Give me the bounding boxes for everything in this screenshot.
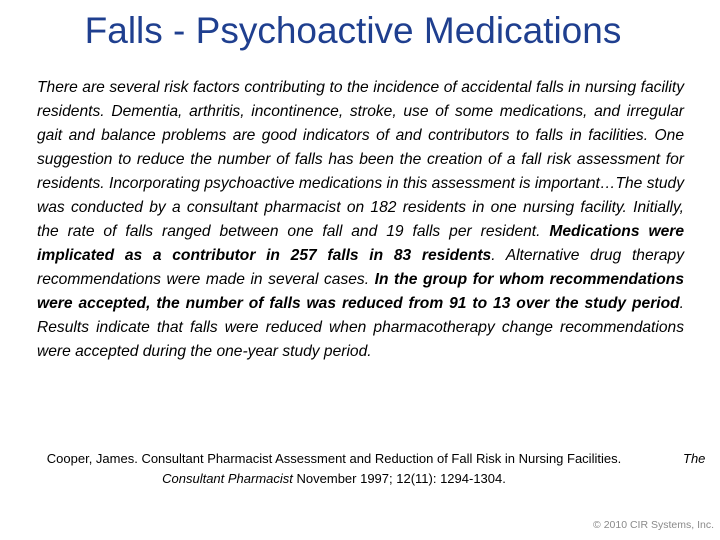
paragraph-emphasis-1: Medications were implicated as a contributor in 257 falls in 83 residents (37, 223, 684, 264)
copyright-notice: © 2010 CIR Systems, Inc. (593, 519, 714, 531)
paragraph-emphasis-2: In the group for whom recommendations were accepted, the number of falls was reduced from 91 to 13 over the study period (37, 271, 684, 312)
citation-journal-article: The (683, 451, 706, 466)
citation (14, 449, 654, 489)
paragraph-text-1: There are several risk factors contributing to the incidence of accidental falls in nursing facility residents. Dementia, arthritis, incontinence, stroke, use of some medications, and irregular gait and balance problems are good indicators of and contributors to falls in facilities. One suggestion to reduce the number of falls has been the creation of a fall risk assessment for residents. Incorporating psychoactive medications in this assessment is important…The study was conducted by a consultant pharmacist on 182 residents in one nursing facility. Initially, the rate of falls ranged between one fall and 19 falls per resident. (37, 79, 684, 240)
citation-text: Cooper, James. Consultant Pharmacist Assessment and Reduction of Fall Risk in Nursing Facilities. (46, 451, 622, 466)
citation-journal: Consultant Pharmacist (162, 471, 293, 486)
paragraph-text-2: . Alternative drug therapy recommendations were made in several cases. (37, 247, 684, 288)
body-paragraph (37, 76, 684, 364)
paragraph-text-3: . Results indicate that falls were reduced when pharmacotherapy change recommendations were accepted during the one-year study period. (37, 295, 684, 360)
page-title: Falls - Psychoactive Medications (84, 10, 622, 51)
citation-details: November 1997; 12(11): 1294-1304. (292, 471, 506, 486)
